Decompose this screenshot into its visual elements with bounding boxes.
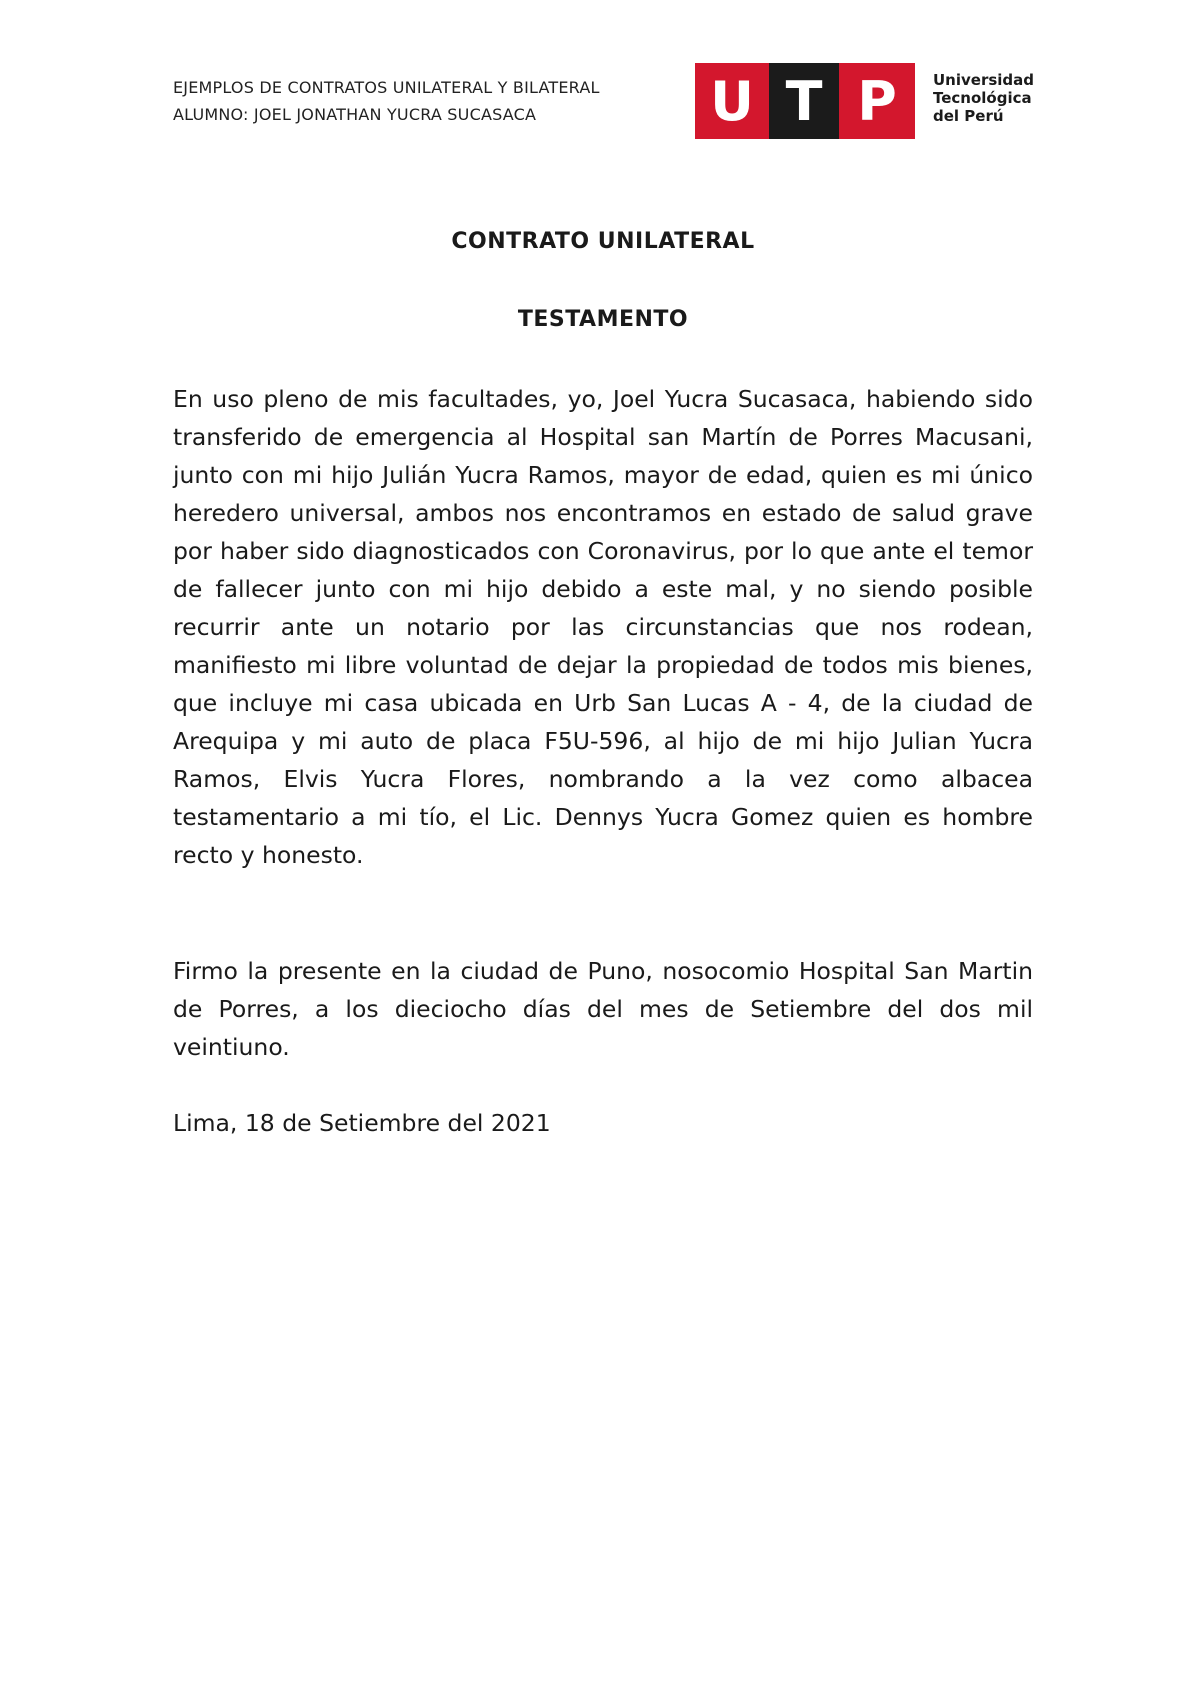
logo-letter-u: U: [695, 63, 769, 139]
header-course-line: EJEMPLOS DE CONTRATOS UNILATERAL Y BILATERAL: [173, 78, 600, 97]
university-name-line-3: del Perú: [933, 107, 1004, 125]
place-and-date: Lima, 18 de Setiembre del 2021: [173, 1109, 551, 1137]
document-subtitle: TESTAMENTO: [517, 307, 689, 332]
utp-logo: [695, 63, 1040, 139]
logo-letter-p: P: [839, 63, 915, 139]
utp-logo-letters: [695, 63, 915, 139]
university-name: [933, 71, 1034, 125]
university-name-line-2: Tecnológica: [933, 89, 1032, 107]
header-student-line: ALUMNO: JOEL JONATHAN YUCRA SUCASACA: [173, 105, 537, 124]
university-name-line-1: Universidad: [933, 71, 1035, 89]
logo-letter-t: T: [769, 63, 839, 139]
testament-body-paragraph: En uso pleno de mis facultades, yo, Joel Yucra Sucasaca, habiendo sido transferido de emergencia al Hospital san Martín de Porres Macusani, junto con mi hijo Julián Yucra Ramos, mayor de edad, quien es mi único heredero universal, ambos nos encontramos en estado de salud grave por haber sido diagnosticados con Coronavirus, por lo que ante el temor de fallecer junto con mi hijo debido a este mal, y no siendo posible recurrir ante un notario por las circunstancias que nos rodean, manifiesto mi libre voluntad de dejar la propiedad de todos mis bienes, que incluye mi casa ubicada en Urb San Lucas A - 4, de la ciudad de Arequipa y mi auto de placa F5U-596, al hijo de mi hijo Julian Yucra Ramos, Elvis Yucra Flores, nombrando a la vez como albacea testamentario a mi tío, el Lic. Dennys Yucra Gomez quien es hombre recto y honesto.: [173, 385, 1033, 869]
document-title: CONTRATO UNILATERAL: [451, 229, 755, 254]
page-header: [173, 74, 600, 128]
signature-paragraph: Firmo la presente en la ciudad de Puno, nosocomio Hospital San Martin de Porres, a los dieciocho días del mes de Setiembre del dos mil veintiuno.: [173, 957, 1033, 1061]
